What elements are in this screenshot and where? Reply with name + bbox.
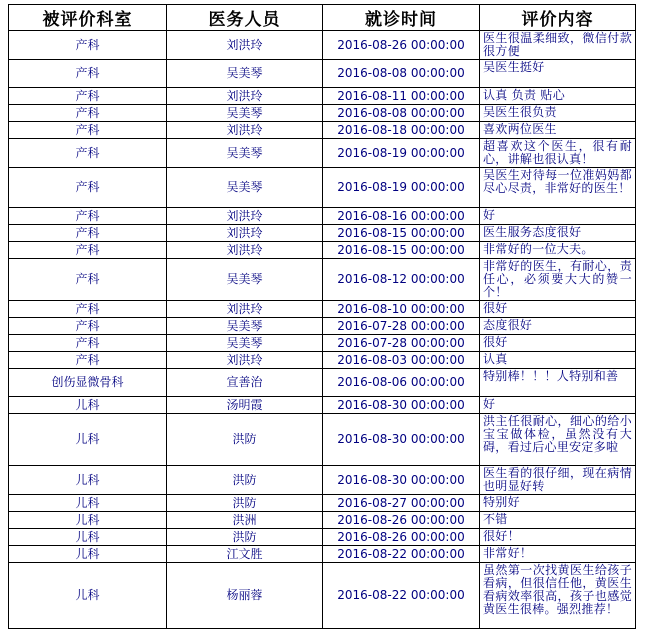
visit-time-cell: 2016-08-30 00:00:00 (323, 466, 480, 495)
comment-cell: 不错 (480, 512, 636, 529)
visit-time-cell: 2016-08-08 00:00:00 (323, 105, 480, 122)
table-row (9, 31, 636, 60)
staff-cell: 汤明霞 (167, 397, 323, 414)
table-row (9, 318, 636, 335)
staff-cell: 江文胜 (167, 546, 323, 563)
department-cell: 产科 (9, 88, 167, 105)
header-department: 被评价科室 (9, 5, 167, 31)
visit-time-cell: 2016-08-26 00:00:00 (323, 512, 480, 529)
staff-cell: 吴美琴 (167, 139, 323, 168)
visit-time-cell: 2016-07-28 00:00:00 (323, 335, 480, 352)
staff-cell: 刘洪玲 (167, 88, 323, 105)
table-row (9, 168, 636, 208)
staff-cell: 吴美琴 (167, 318, 323, 335)
department-cell: 儿科 (9, 563, 167, 629)
table-row (9, 242, 636, 259)
department-cell: 创伤显微骨科 (9, 369, 167, 397)
staff-cell: 洪防 (167, 414, 323, 466)
staff-cell: 宣善治 (167, 369, 323, 397)
department-cell: 儿科 (9, 397, 167, 414)
table-row (9, 563, 636, 629)
department-cell: 产科 (9, 139, 167, 168)
header-visit-time: 就诊时间 (323, 5, 480, 31)
table-row (9, 122, 636, 139)
visit-time-cell: 2016-08-12 00:00:00 (323, 259, 480, 301)
department-cell: 产科 (9, 105, 167, 122)
table-row (9, 512, 636, 529)
comment-cell: 医生很温柔细致，微信付款很方便 (480, 31, 636, 60)
department-cell: 产科 (9, 122, 167, 139)
comment-cell: 喜欢两位医生 (480, 122, 636, 139)
department-cell: 儿科 (9, 512, 167, 529)
department-cell: 产科 (9, 352, 167, 369)
table-header-row (9, 5, 636, 31)
comment-cell: 特别棒！！！人特别和善 (480, 369, 636, 397)
department-cell: 产科 (9, 208, 167, 225)
comment-cell: 很好！ (480, 529, 636, 546)
visit-time-cell: 2016-08-18 00:00:00 (323, 122, 480, 139)
table-row (9, 335, 636, 352)
comment-cell: 很好 (480, 335, 636, 352)
comment-cell: 好 (480, 208, 636, 225)
comment-cell: 洪主任很耐心，细心的给小宝宝做体检，虽然没有大碍，看过后心里安定多啦 (480, 414, 636, 466)
comment-cell: 非常好的医生，有耐心，责任心，必须要大大的赞一个！ (480, 259, 636, 301)
staff-cell: 洪洲 (167, 512, 323, 529)
table-row (9, 352, 636, 369)
department-cell: 儿科 (9, 546, 167, 563)
comment-cell: 非常好！ (480, 546, 636, 563)
department-cell: 产科 (9, 335, 167, 352)
staff-cell: 洪防 (167, 529, 323, 546)
department-cell: 儿科 (9, 529, 167, 546)
department-cell: 儿科 (9, 495, 167, 512)
staff-cell: 刘洪玲 (167, 122, 323, 139)
evaluation-table-container (8, 4, 636, 629)
visit-time-cell: 2016-08-03 00:00:00 (323, 352, 480, 369)
comment-cell: 态度很好 (480, 318, 636, 335)
visit-time-cell: 2016-08-08 00:00:00 (323, 60, 480, 88)
visit-time-cell: 2016-07-28 00:00:00 (323, 318, 480, 335)
table-row (9, 414, 636, 466)
comment-cell: 认真 (480, 352, 636, 369)
department-cell: 产科 (9, 301, 167, 318)
staff-cell: 洪防 (167, 466, 323, 495)
visit-time-cell: 2016-08-19 00:00:00 (323, 139, 480, 168)
visit-time-cell: 2016-08-16 00:00:00 (323, 208, 480, 225)
department-cell: 产科 (9, 259, 167, 301)
department-cell: 产科 (9, 168, 167, 208)
table-row (9, 529, 636, 546)
department-cell: 儿科 (9, 414, 167, 466)
evaluation-table (8, 4, 636, 629)
table-row (9, 301, 636, 318)
staff-cell: 洪防 (167, 495, 323, 512)
comment-cell: 吴医生很负责 (480, 105, 636, 122)
table-row (9, 225, 636, 242)
department-cell: 产科 (9, 31, 167, 60)
comment-cell: 特别好 (480, 495, 636, 512)
visit-time-cell: 2016-08-10 00:00:00 (323, 301, 480, 318)
comment-cell: 吴医生挺好 (480, 60, 636, 88)
table-row (9, 369, 636, 397)
header-staff: 医务人员 (167, 5, 323, 31)
visit-time-cell: 2016-08-15 00:00:00 (323, 225, 480, 242)
table-row (9, 139, 636, 168)
visit-time-cell: 2016-08-27 00:00:00 (323, 495, 480, 512)
staff-cell: 刘洪玲 (167, 208, 323, 225)
visit-time-cell: 2016-08-22 00:00:00 (323, 563, 480, 629)
department-cell: 儿科 (9, 466, 167, 495)
comment-cell: 很好 (480, 301, 636, 318)
visit-time-cell: 2016-08-19 00:00:00 (323, 168, 480, 208)
staff-cell: 吴美琴 (167, 168, 323, 208)
table-row (9, 546, 636, 563)
table-row (9, 466, 636, 495)
staff-cell: 吴美琴 (167, 60, 323, 88)
staff-cell: 吴美琴 (167, 335, 323, 352)
visit-time-cell: 2016-08-15 00:00:00 (323, 242, 480, 259)
department-cell: 产科 (9, 225, 167, 242)
table-row (9, 495, 636, 512)
comment-cell: 好 (480, 397, 636, 414)
comment-cell: 虽然第一次找黄医生给孩子看病，但很信任他，黄医生看病效率很高，孩子也感觉黄医生很棒。强烈推荐！ (480, 563, 636, 629)
visit-time-cell: 2016-08-30 00:00:00 (323, 397, 480, 414)
staff-cell: 吴美琴 (167, 105, 323, 122)
department-cell: 产科 (9, 60, 167, 88)
visit-time-cell: 2016-08-30 00:00:00 (323, 414, 480, 466)
table-row (9, 105, 636, 122)
staff-cell: 吴美琴 (167, 259, 323, 301)
visit-time-cell: 2016-08-22 00:00:00 (323, 546, 480, 563)
table-row (9, 60, 636, 88)
staff-cell: 杨丽蓉 (167, 563, 323, 629)
table-row (9, 88, 636, 105)
department-cell: 产科 (9, 242, 167, 259)
table-body (9, 31, 636, 629)
table-row (9, 259, 636, 301)
header-comment: 评价内容 (480, 5, 636, 31)
comment-cell: 医生服务态度很好 (480, 225, 636, 242)
visit-time-cell: 2016-08-26 00:00:00 (323, 31, 480, 60)
comment-cell: 医生看的很仔细，现在病情也明显好转 (480, 466, 636, 495)
comment-cell: 吴医生对待每一位准妈妈都尽心尽责，非常好的医生！ (480, 168, 636, 208)
visit-time-cell: 2016-08-26 00:00:00 (323, 529, 480, 546)
staff-cell: 刘洪玲 (167, 242, 323, 259)
comment-cell: 认真 负责 贴心 (480, 88, 636, 105)
comment-cell: 非常好的一位大夫。 (480, 242, 636, 259)
staff-cell: 刘洪玲 (167, 301, 323, 318)
staff-cell: 刘洪玲 (167, 352, 323, 369)
staff-cell: 刘洪玲 (167, 31, 323, 60)
visit-time-cell: 2016-08-06 00:00:00 (323, 369, 480, 397)
table-row (9, 397, 636, 414)
department-cell: 产科 (9, 318, 167, 335)
comment-cell: 超喜欢这个医生，很有耐心，讲解也很认真！ (480, 139, 636, 168)
table-row (9, 208, 636, 225)
staff-cell: 刘洪玲 (167, 225, 323, 242)
visit-time-cell: 2016-08-11 00:00:00 (323, 88, 480, 105)
